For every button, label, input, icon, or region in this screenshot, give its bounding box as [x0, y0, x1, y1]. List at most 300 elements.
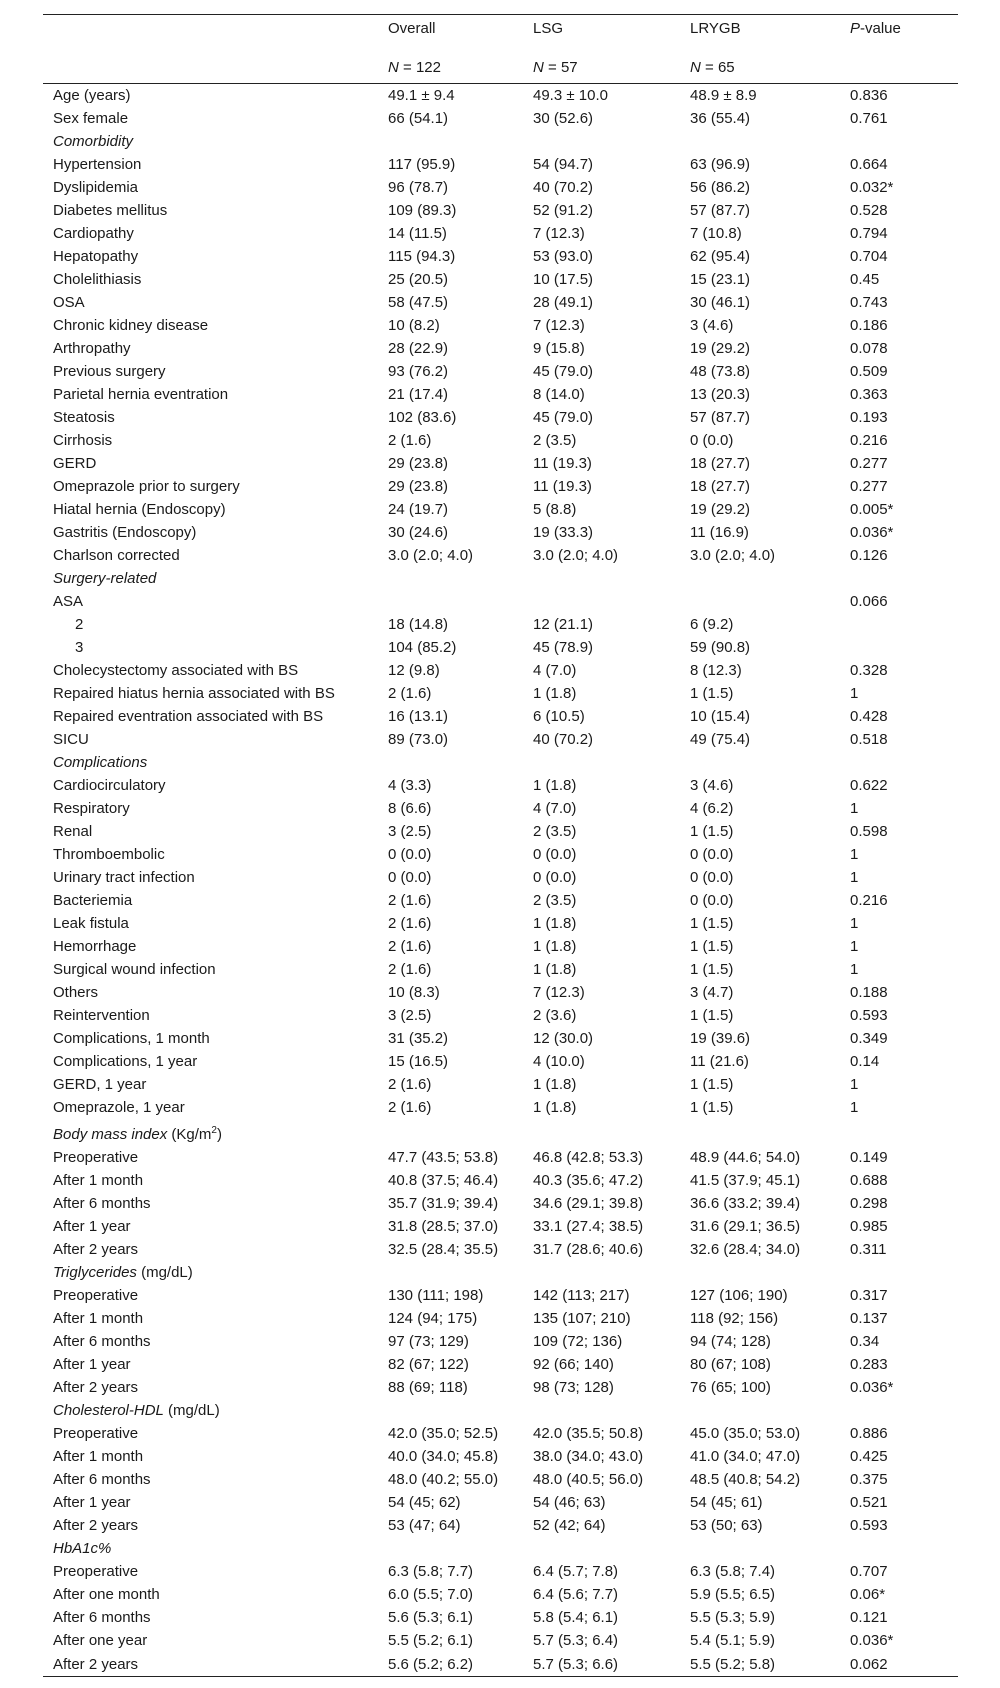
lrygb-cell: 1 (1.5) [690, 961, 734, 978]
table-row [43, 314, 958, 337]
empty-cell [388, 1119, 533, 1146]
header-p-value [850, 15, 958, 53]
lrygb-cell: 0 (0.0) [690, 846, 734, 863]
header-lrygb: LRYGB [690, 20, 741, 37]
lsg-cell: 7 (12.3) [533, 984, 585, 1001]
overall-cell: 40.8 (37.5; 46.4) [388, 1172, 499, 1189]
overall-cell: 117 (95.9) [388, 156, 456, 173]
lsg-cell: 45 (79.0) [533, 409, 594, 426]
lrygb-cell: 1 (1.5) [690, 1099, 734, 1116]
section-row [43, 1261, 958, 1284]
p-value-cell: 0.428 [850, 708, 888, 725]
table-header [43, 15, 958, 84]
row-label: Cholecystectomy associated with BS [53, 662, 299, 679]
lsg-cell: 1 (1.8) [533, 1099, 577, 1116]
lrygb-cell: 1 (1.5) [690, 938, 734, 955]
lrygb-cell: 49 (75.4) [690, 731, 751, 748]
overall-cell: 29 (23.8) [388, 455, 449, 472]
section-title: Triglycerides [53, 1264, 137, 1281]
overall-cell: 8 (6.6) [388, 800, 432, 817]
overall-cell: 4 (3.3) [388, 777, 432, 794]
section-title: Body mass index [53, 1126, 168, 1143]
lrygb-cell: 48 (73.8) [690, 363, 751, 380]
row-label: Repaired hiatus hernia associated with BS [53, 685, 335, 702]
row-label: Preoperative [53, 1149, 139, 1166]
overall-cell: 5.6 (5.2; 6.2) [388, 1652, 533, 1677]
p-value-cell: 0.425 [850, 1448, 888, 1465]
lsg-cell: 5.7 (5.3; 6.6) [533, 1652, 690, 1677]
overall-cell: 42.0 (35.0; 52.5) [388, 1425, 499, 1442]
lsg-cell: 53 (93.0) [533, 248, 594, 265]
p-value-cell: 1 [850, 869, 859, 886]
table-row [43, 107, 958, 130]
empty-cell [388, 751, 533, 774]
table-row [43, 153, 958, 176]
lsg-cell: 2 (3.5) [533, 892, 577, 909]
p-value-cell: 0.34 [850, 1333, 880, 1350]
empty-cell [850, 130, 958, 153]
table-row [43, 199, 958, 222]
row-label: Diabetes mellitus [53, 202, 168, 219]
row-label: Complications, 1 month [53, 1030, 210, 1047]
table-row [43, 1307, 958, 1330]
lsg-cell: 109 (72; 136) [533, 1333, 623, 1350]
table-row [43, 291, 958, 314]
lsg-cell: 46.8 (42.8; 53.3) [533, 1149, 644, 1166]
lsg-cell: 28 (49.1) [533, 294, 594, 311]
lrygb-cell: 36.6 (33.2; 39.4) [690, 1195, 801, 1212]
overall-cell: 29 (23.8) [388, 478, 449, 495]
lrygb-cell: 11 (21.6) [690, 1053, 749, 1070]
overall-cell: 2 (1.6) [388, 1099, 432, 1116]
overall-cell: 2 (1.6) [388, 961, 432, 978]
row-label: After 2 years [53, 1517, 139, 1534]
row-label: Thromboembolic [53, 846, 165, 863]
lsg-cell: 54 (46; 63) [533, 1494, 606, 1511]
lrygb-cell: 8 (12.3) [690, 662, 742, 679]
lrygb-cell: 41.0 (34.0; 47.0) [690, 1448, 801, 1465]
empty-cell [533, 1399, 690, 1422]
p-value-cell: 0.149 [850, 1149, 888, 1166]
overall-cell: 2 (1.6) [388, 892, 432, 909]
p-value-cell: 0.216 [850, 432, 888, 449]
table-row [43, 1629, 958, 1652]
row-label: After 6 months [53, 1471, 151, 1488]
overall-cell: 102 (83.6) [388, 409, 457, 426]
lrygb-cell: 1 (1.5) [690, 1076, 734, 1093]
lrygb-cell: 1 (1.5) [690, 685, 734, 702]
lsg-cell: 19 (33.3) [533, 524, 594, 541]
lrygb-cell: 0 (0.0) [690, 432, 734, 449]
table-row [43, 1376, 958, 1399]
table-row [43, 544, 958, 567]
p-value-cell: 0.707 [850, 1563, 888, 1580]
row-label: After 1 year [53, 1218, 131, 1235]
header-overall: Overall [388, 20, 436, 37]
p-value-cell: 0.14 [850, 1053, 880, 1070]
overall-cell: 10 (8.3) [388, 984, 440, 1001]
p-value-cell: 0.193 [850, 409, 888, 426]
empty-cell [850, 1119, 958, 1146]
overall-cell: 35.7 (31.9; 39.4) [388, 1195, 499, 1212]
lsg-cell [533, 590, 690, 613]
overall-cell: 15 (16.5) [388, 1053, 449, 1070]
n-lsg-value: 57 [560, 59, 578, 76]
section-row [43, 1537, 958, 1560]
table-row [43, 1514, 958, 1537]
lsg-cell: 31.7 (28.6; 40.6) [533, 1241, 644, 1258]
overall-cell: 30 (24.6) [388, 524, 449, 541]
row-label: Sex female [53, 110, 129, 127]
overall-cell: 40.0 (34.0; 45.8) [388, 1448, 499, 1465]
p-value-cell: 0.794 [850, 225, 888, 242]
table-row [43, 613, 958, 636]
p-value-cell: 0.593 [850, 1007, 888, 1024]
lsg-cell: 1 (1.8) [533, 777, 577, 794]
p-value-cell: 0.283 [850, 1356, 888, 1373]
p-value-cell: 0.743 [850, 294, 888, 311]
lsg-cell: 34.6 (29.1; 39.8) [533, 1195, 644, 1212]
overall-cell: 16 (13.1) [388, 708, 449, 725]
header-n-overall: N = 122 [388, 52, 533, 84]
overall-cell: 24 (19.7) [388, 501, 449, 518]
p-value-cell: 0.277 [850, 478, 888, 495]
overall-cell: 104 (85.2) [388, 639, 457, 656]
empty-cell [533, 1261, 690, 1284]
empty-cell [850, 1261, 958, 1284]
overall-cell: 0 (0.0) [388, 869, 432, 886]
row-label: Omeprazole prior to surgery [53, 478, 240, 495]
section-unit-superscript: 2 [211, 1125, 217, 1136]
results-table [43, 14, 958, 1677]
lsg-cell: 42.0 (35.5; 50.8) [533, 1425, 644, 1442]
lrygb-cell: 94 (74; 128) [690, 1333, 771, 1350]
table-row [43, 935, 958, 958]
overall-cell: 12 (9.8) [388, 662, 440, 679]
p-value-cell: 0.528 [850, 202, 888, 219]
lsg-cell: 1 (1.8) [533, 685, 577, 702]
row-label: Cardiocirculatory [53, 777, 166, 794]
overall-cell: 28 (22.9) [388, 340, 449, 357]
empty-cell [533, 751, 690, 774]
lsg-cell: 1 (1.8) [533, 938, 577, 955]
header-p-rest: -value [860, 20, 901, 37]
section-unit-end: ) [216, 1126, 222, 1143]
lrygb-cell: 19 (29.2) [690, 340, 751, 357]
n-prefix: N [533, 59, 544, 76]
empty-cell [388, 1537, 533, 1560]
p-value-cell: 0.188 [850, 984, 888, 1001]
p-value-cell: 0.363 [850, 386, 888, 403]
overall-cell: 54 (45; 62) [388, 1494, 461, 1511]
lsg-cell: 40 (70.2) [533, 731, 594, 748]
p-value-cell: 0.311 [850, 1241, 887, 1258]
row-label: Respiratory [53, 800, 130, 817]
p-value-cell: 0.216 [850, 892, 888, 909]
lrygb-cell: 54 (45; 61) [690, 1494, 763, 1511]
overall-cell [388, 590, 533, 613]
lsg-cell: 11 (19.3) [533, 478, 592, 495]
overall-cell: 2 (1.6) [388, 432, 432, 449]
empty-cell [388, 130, 533, 153]
p-value-cell: 1 [850, 915, 859, 932]
table-row [43, 1353, 958, 1376]
p-value-cell: 0.375 [850, 1471, 888, 1488]
p-value-cell: 1 [850, 938, 859, 955]
lrygb-cell: 3.0 (2.0; 4.0) [690, 547, 776, 564]
lrygb-cell: 6 (9.2) [690, 616, 734, 633]
row-label: After 1 year [53, 1356, 131, 1373]
lrygb-cell: 5.5 (5.2; 5.8) [690, 1652, 850, 1677]
p-value-cell: 0.45 [850, 271, 880, 288]
p-value-cell: 0.186 [850, 317, 888, 334]
overall-cell: 88 (69; 118) [388, 1379, 468, 1396]
lsg-cell: 52 (42; 64) [533, 1517, 606, 1534]
table-row [43, 1583, 958, 1606]
table-row [43, 682, 958, 705]
lsg-cell: 30 (52.6) [533, 110, 594, 127]
table-row [43, 452, 958, 475]
lrygb-cell: 3 (4.6) [690, 777, 734, 794]
p-value-cell: 0.664 [850, 156, 888, 173]
table-row [43, 1606, 958, 1629]
overall-cell: 97 (73; 129) [388, 1333, 469, 1350]
row-label: After 6 months [53, 1333, 151, 1350]
row-label: After one month [53, 1586, 160, 1603]
row-label: Cholelithiasis [53, 271, 142, 288]
table-row [43, 1422, 958, 1445]
lrygb-cell: 63 (96.9) [690, 156, 751, 173]
overall-cell: 0 (0.0) [388, 846, 432, 863]
row-label: ASA [53, 593, 84, 610]
p-value-cell: 0.036* [850, 1632, 894, 1649]
lrygb-cell: 19 (39.6) [690, 1030, 751, 1047]
lsg-cell: 33.1 (27.4; 38.5) [533, 1218, 644, 1235]
row-label: GERD [53, 455, 97, 472]
lsg-cell: 4 (7.0) [533, 662, 577, 679]
row-label: After 2 years [43, 1652, 388, 1677]
empty-cell [690, 1537, 850, 1560]
lrygb-cell: 6.3 (5.8; 7.4) [690, 1563, 776, 1580]
lsg-cell: 2 (3.5) [533, 823, 577, 840]
p-value-cell: 0.704 [850, 248, 888, 265]
empty-cell [690, 1119, 850, 1146]
section-label [43, 1537, 388, 1560]
overall-cell: 89 (73.0) [388, 731, 449, 748]
lrygb-cell: 5.5 (5.3; 5.9) [690, 1609, 776, 1626]
section-row [43, 1119, 958, 1146]
overall-cell: 5.6 (5.3; 6.1) [388, 1609, 474, 1626]
lrygb-cell: 31.6 (29.1; 36.5) [690, 1218, 801, 1235]
overall-cell: 18 (14.8) [388, 616, 449, 633]
row-label: Steatosis [53, 409, 115, 426]
p-value-cell: 0.328 [850, 662, 888, 679]
n-prefix: N [388, 59, 399, 76]
overall-cell: 82 (67; 122) [388, 1356, 469, 1373]
p-value-cell: 0.688 [850, 1172, 888, 1189]
section-row [43, 751, 958, 774]
overall-cell: 6.0 (5.5; 7.0) [388, 1586, 474, 1603]
lrygb-cell: 62 (95.4) [690, 248, 751, 265]
table-row [43, 1330, 958, 1353]
n-overall-value: 122 [415, 59, 441, 76]
row-label: 3 [75, 639, 84, 656]
overall-cell: 58 (47.5) [388, 294, 449, 311]
p-value-cell: 0.06* [850, 1586, 886, 1603]
table-row [43, 360, 958, 383]
overall-cell: 115 (94.3) [388, 248, 456, 265]
section-row [43, 567, 958, 590]
empty-cell [533, 1537, 690, 1560]
table-row [43, 1027, 958, 1050]
lsg-cell: 1 (1.8) [533, 961, 577, 978]
header-blank-3 [850, 52, 958, 84]
lrygb-cell: 118 (92; 156) [690, 1310, 779, 1327]
row-label: Age (years) [53, 87, 131, 104]
lrygb-cell: 11 (16.9) [690, 524, 749, 541]
p-value-cell: 1 [850, 800, 859, 817]
row-label: GERD, 1 year [53, 1076, 147, 1093]
row-label: Leak fistula [53, 915, 129, 932]
overall-cell: 2 (1.6) [388, 1076, 432, 1093]
p-value-cell: 0.062 [850, 1652, 958, 1677]
row-label: Gastritis (Endoscopy) [53, 524, 197, 541]
row-label: Charlson corrected [53, 547, 180, 564]
lrygb-cell: 4 (6.2) [690, 800, 734, 817]
section-title: Cholesterol-HDL [53, 1402, 164, 1419]
p-value-cell: 0.036* [850, 1379, 894, 1396]
row-label: Preoperative [53, 1287, 139, 1304]
row-label: After 2 years [53, 1379, 139, 1396]
empty-cell [690, 1399, 850, 1422]
table-row [43, 1560, 958, 1583]
overall-cell: 2 (1.6) [388, 915, 432, 932]
table-row [43, 1146, 958, 1169]
p-value-cell: 0.598 [850, 823, 888, 840]
empty-cell [690, 1261, 850, 1284]
overall-cell: 3 (2.5) [388, 823, 432, 840]
section-label [43, 1261, 388, 1284]
overall-cell: 109 (89.3) [388, 202, 457, 219]
row-label: Cirrhosis [53, 432, 113, 449]
lsg-cell: 4 (10.0) [533, 1053, 585, 1070]
p-value-cell: 0.277 [850, 455, 888, 472]
lrygb-cell: 36 (55.4) [690, 110, 751, 127]
table-row [43, 1445, 958, 1468]
table-row [43, 1468, 958, 1491]
table-row [43, 337, 958, 360]
overall-cell: 31 (35.2) [388, 1030, 449, 1047]
row-label: Others [53, 984, 99, 1001]
overall-cell: 130 (111; 198) [388, 1287, 484, 1304]
p-value-cell: 0.761 [850, 110, 888, 127]
table-row [43, 912, 958, 935]
p-value-cell: 0.121 [850, 1609, 888, 1626]
lrygb-cell: 13 (20.3) [690, 386, 751, 403]
empty-cell [690, 130, 850, 153]
table-row [43, 383, 958, 406]
section-unit: (mg/dL) [136, 1264, 193, 1281]
p-value-cell: 1 [850, 961, 859, 978]
table-row [43, 521, 958, 544]
lrygb-cell: 32.6 (28.4; 34.0) [690, 1241, 801, 1258]
lrygb-cell: 1 (1.5) [690, 1007, 734, 1024]
header-lsg: LSG [533, 20, 564, 37]
section-label [43, 1119, 388, 1146]
lrygb-cell: 45.0 (35.0; 53.0) [690, 1425, 801, 1442]
table-row [43, 958, 958, 981]
lrygb-cell: 53 (50; 63) [690, 1517, 763, 1534]
section-unit: (mg/dL) [163, 1402, 220, 1419]
table-row [43, 705, 958, 728]
lsg-cell: 11 (19.3) [533, 455, 592, 472]
p-value-cell: 1 [850, 685, 859, 702]
p-value-cell: 0.886 [850, 1425, 888, 1442]
table-row [43, 774, 958, 797]
lsg-cell: 98 (73; 128) [533, 1379, 614, 1396]
overall-cell: 32.5 (28.4; 35.5) [388, 1241, 499, 1258]
p-value-cell [850, 636, 958, 659]
lsg-cell: 6 (10.5) [533, 708, 585, 725]
empty-cell [690, 567, 850, 590]
lrygb-cell: 48.9 (44.6; 54.0) [690, 1149, 801, 1166]
lrygb-cell: 57 (87.7) [690, 409, 751, 426]
lsg-cell: 49.3 ± 10.0 [533, 87, 608, 104]
overall-cell: 47.7 (43.5; 53.8) [388, 1149, 499, 1166]
row-label: Complications, 1 year [53, 1053, 198, 1070]
lrygb-cell: 1 (1.5) [690, 915, 734, 932]
overall-cell: 53 (47; 64) [388, 1517, 461, 1534]
overall-cell: 5.5 (5.2; 6.1) [388, 1632, 474, 1649]
row-label: Omeprazole, 1 year [53, 1099, 185, 1116]
table-row [43, 843, 958, 866]
empty-cell [850, 567, 958, 590]
lsg-cell: 38.0 (34.0; 43.0) [533, 1448, 644, 1465]
results-table-container [43, 14, 958, 1677]
table-row [43, 866, 958, 889]
lrygb-cell: 1 (1.5) [690, 823, 734, 840]
table-row [43, 498, 958, 521]
table-row [43, 1284, 958, 1307]
row-label: After 2 years [53, 1241, 139, 1258]
lrygb-cell: 18 (27.7) [690, 478, 751, 495]
row-label: Cardiopathy [53, 225, 134, 242]
empty-cell [533, 1119, 690, 1146]
lrygb-cell: 80 (67; 108) [690, 1356, 771, 1373]
overall-cell: 10 (8.2) [388, 317, 440, 334]
table-row [43, 820, 958, 843]
table-row [43, 1491, 958, 1514]
p-value-cell: 0.518 [850, 731, 888, 748]
p-value-cell: 0.509 [850, 363, 888, 380]
lrygb-cell: 0 (0.0) [690, 869, 734, 886]
p-value-cell: 0.836 [850, 87, 888, 104]
lrygb-cell: 5.9 (5.5; 6.5) [690, 1586, 776, 1603]
row-label: Preoperative [53, 1563, 139, 1580]
row-label: After 1 month [53, 1310, 144, 1327]
lrygb-cell: 48.9 ± 8.9 [690, 87, 757, 104]
row-label: Urinary tract infection [53, 869, 195, 886]
row-label: OSA [53, 294, 85, 311]
lrygb-cell: 56 (86.2) [690, 179, 751, 196]
empty-cell [388, 1399, 533, 1422]
table-row [43, 797, 958, 820]
lsg-cell: 10 (17.5) [533, 271, 594, 288]
table-row [43, 176, 958, 199]
empty-cell [850, 751, 958, 774]
table-row [43, 245, 958, 268]
overall-cell: 25 (20.5) [388, 271, 449, 288]
